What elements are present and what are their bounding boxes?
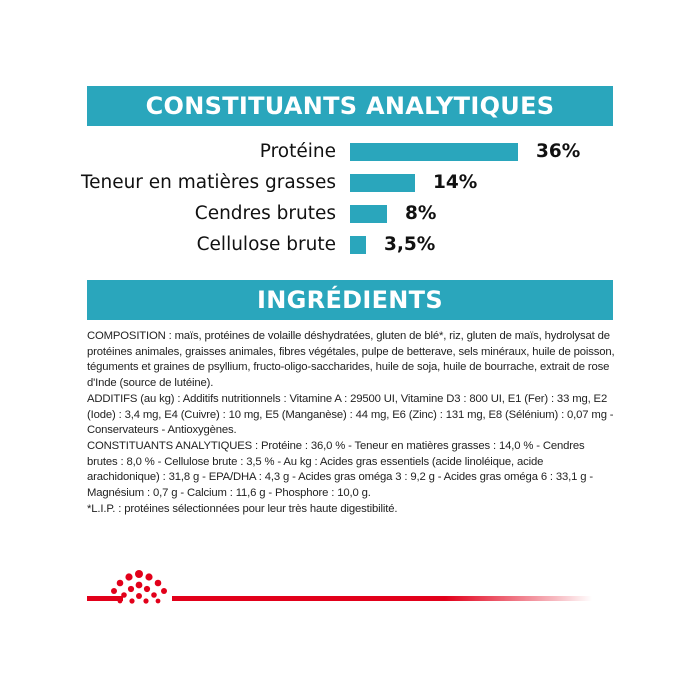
analytical-paragraph: CONSTITUANTS ANALYTIQUES : Protéine : 36,0 % - Teneur en matières grasses : 14,0 % - Cendres brutes : 8,0 % - Cellulose brute : 3,5 % - Au kg : Acides gras essentiels (acide linoléique, acide arachidonique) : 31,8 g - EPA/DHA : 4,3 g - Acides gras oméga 3 : 9,2 g - Acides gras oméga 6 : 33,1 g - Magnésium : 0,7 g - Calcium : 11,6 g - Phosphore : 10,0 g. xyxy=(87,439,594,500)
nutrient-row xyxy=(0,138,700,166)
nutrient-row xyxy=(0,200,700,228)
nutrient-bar xyxy=(350,236,366,254)
composition-paragraph: COMPOSITION : maïs, protéines de volaille déshydratées, gluten de blé*, riz, gluten de maïs, hydrolysat de protéines animales, graisses animales, fibres végétales, pulpe de betterave, sels minéraux, huile de poisson, téguments et graines de psyllium, fructo-oligo-saccharides, huile de soja, huile de bourrache, extrait de rose d'Inde (source de lutéine). xyxy=(87,330,615,390)
nutrient-value: 8% xyxy=(405,203,437,224)
nutrient-row xyxy=(0,231,700,259)
ingredients-banner xyxy=(87,280,613,320)
nutrient-label: Cellulose brute xyxy=(196,234,336,255)
footer-red-line-right xyxy=(172,596,592,601)
nutrient-value: 36% xyxy=(536,141,581,162)
additives-paragraph: ADDITIFS (au kg) : Additifs nutritionnels : Vitamine A : 29500 UI, Vitamine D3 : 800 UI, E1 (Fer) : 33 mg, E2 (Iode) : 3,4 mg, E4 (Cuivre) : 10 mg, E5 (Manganèse) : 44 mg, E6 (Zinc) : 131 mg, E8 (Sélénium) : 0,07 mg - Conservateurs - Antioxygènes. xyxy=(87,392,614,437)
nutrient-value: 14% xyxy=(433,172,478,193)
ingredients-title: INGRÉDIENTS xyxy=(257,286,443,314)
constituents-banner xyxy=(87,86,613,126)
nutrient-bar xyxy=(350,205,387,223)
nutrient-value: 3,5% xyxy=(384,234,436,255)
composition-text xyxy=(87,329,617,517)
nutrient-bar xyxy=(350,174,415,192)
footnote-paragraph: *L.I.P. : protéines sélectionnées pour leur très haute digestibilité. xyxy=(87,502,398,515)
nutrient-label: Cendres brutes xyxy=(194,203,336,224)
constituents-title: CONSTITUANTS ANALYTIQUES xyxy=(145,92,555,120)
royal-canin-crown-icon xyxy=(108,568,170,610)
nutrient-label: Teneur en matières grasses xyxy=(80,172,336,193)
nutrient-row xyxy=(0,169,700,197)
nutrient-label: Protéine xyxy=(259,141,336,162)
nutrient-bar xyxy=(350,143,518,161)
